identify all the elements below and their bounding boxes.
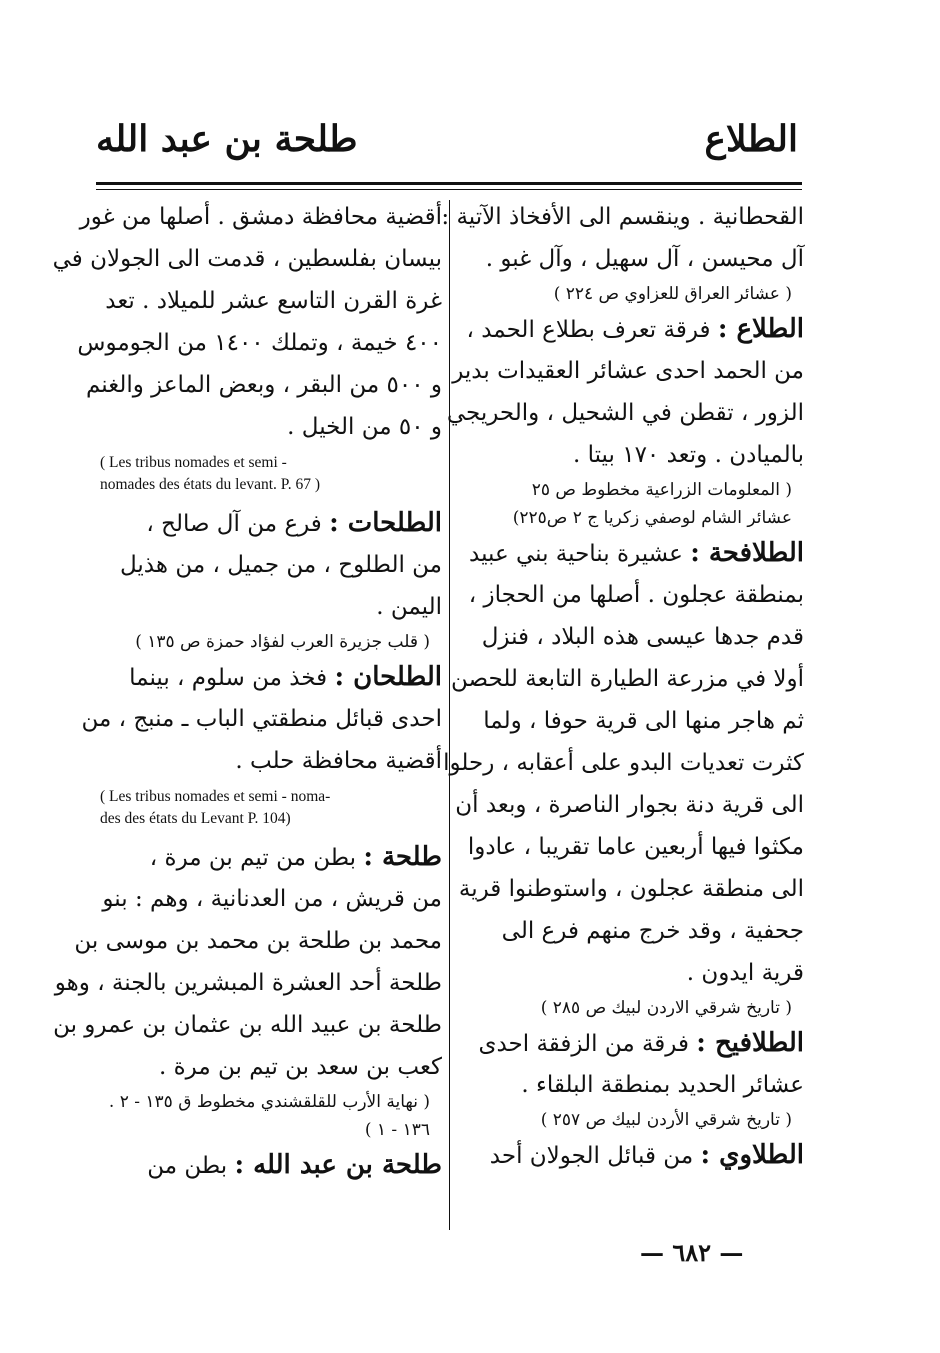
entry-text: بطن من [147,1153,228,1179]
text-line: قرية ايدون . [686,960,804,986]
text-line: الزور ، تقطن في الشحيل ، والحريجي [446,400,804,426]
text-line: جحفية ، وقد خرج منهم فرع الى [501,918,804,944]
entry-line [96,656,442,698]
entry-term: الطلحان : [334,662,442,692]
text-line: بالميادن . وتعد ١٧٠ بيتا . [572,442,804,468]
text-line: كعب بن سعد بن تيم بن مرة . [159,1054,442,1080]
text-line: مكثوا فيها أربعين عاما تقريبا ، عادوا [467,834,804,860]
entry-line [96,836,442,878]
text-line: القحطانية . وينقسم الى الأفخاذ الآتية : [441,204,804,230]
citation-line: nomades des états du levant. P. 67 ) [100,476,320,493]
reference-citation: ( قلب جزيرة العرب لفؤاد حمزة ص ١٣٥ ) [135,632,430,652]
column-divider [449,200,450,1230]
entry-text: فرقة تعرف بطلاع الحمد ، [466,317,711,343]
text-line: ثم هاجر منها الى قرية حوفا ، ولما [483,708,804,734]
text-line: محمد بن طلحة بن محمد بن موسى بن [74,928,442,954]
french-citation [96,782,442,836]
text-line: من قريش ، من العدنانية ، وهم : بنو [102,886,442,912]
reference-citation: ١٣٦ - ١ ) [364,1120,430,1140]
text-line: و ٥٠ من الخيل . [287,414,442,440]
reference-citation: ( نهاية الأرب للقلقشندي مخطوط ق ١٣٥ - ٢ . [108,1092,430,1112]
text-line: احدى قبائل منطقتي الباب ـ منبج ، من [81,706,442,732]
text-line: طلحة بن عبيد الله بن عثمان بن عمرو بن [53,1012,442,1038]
reference-citation: عشائر الشام لوصفي زكريا ج ٢ ص٢٢٥) [512,508,792,528]
text-line: قدم جدها عيسى هذه البلاد ، فنزل [481,624,804,650]
text-line: من الطلوح ، من جميل ، من هذيل [119,552,442,578]
running-header-right: الطلاع [704,118,798,160]
header-rule-thick [96,182,802,185]
entry-term: الطلاع : [717,314,804,344]
entry-line [460,1134,804,1176]
entry-text: بطن من تيم بن مرة ، [149,845,356,871]
text-line: بيسان بفلسطين ، قدمت الى الجولان في [52,246,442,272]
header-rule-thin [96,189,802,190]
entry-line [460,308,804,350]
text-line: غرة القرن التاسع عشر للميلاد . تعد [105,288,442,314]
entry-text: فرع من آل صالح ، [146,511,322,537]
entry-line [96,502,442,544]
citation-line: des des états du Levant P. 104) [100,810,291,827]
entry-line [460,532,804,574]
reference-citation: ( عشائر العراق للعزاوي ص ٢٢٤ ) [553,284,792,304]
text-line: بمنطقة عجلون . أصلها من الحجاز ، [468,582,804,608]
text-line: الى منطقة عجلون ، واستوطنوا قرية [458,876,804,902]
text-line: أولا في مزرعة الطيارة التابعة للحصن [451,666,804,692]
page-number: — ٦٨٢ — [640,1238,744,1267]
right-column [441,196,804,1176]
text-line: أقضية محافظة حلب . [235,748,442,774]
entry-term: طلحة بن عبد الله : [234,1150,442,1180]
entry-term: الطلحات : [329,508,442,538]
entry-line [96,1144,442,1186]
text-line: آل محيسن ، آل سهيل ، وآل غبو . [485,246,804,272]
entry-term: الطلاوي : [700,1140,804,1170]
text-line: و ٥٠٠ من البقر ، وبعض الماعز والغنم [85,372,442,398]
text-line: الى قرية دنة بجوار الناصرة ، وبعد أن [455,792,804,818]
entry-term: الطلافيح : [696,1028,804,1058]
text-line: اليمن . [376,594,442,620]
citation-line: ( Les tribus nomades et semi - noma- [100,788,331,805]
french-citation [96,448,442,502]
entry-term: الطلافحة : [690,538,804,568]
entry-term: طلحة : [363,842,442,872]
text-line: كثرت تعديات البدو على أعقابه ، رحلوا [443,750,804,776]
entry-text: فرقة من الزفقة احدى [478,1031,689,1057]
entry-text: عشيرة بناحية بني عبيد [469,541,683,567]
text-line: ٤٠٠ خيمة ، وتملك ١٤٠٠ من الجوموس [77,330,442,356]
entry-text: من قبائل الجولان أحد [489,1143,694,1169]
reference-citation: ( تاريخ شرقي الاردن لبيك ص ٢٨٥ ) [540,998,792,1018]
running-header-left: طلحة بن عبد الله [96,118,358,160]
text-line: من الحمد احدى عشائر العقيدات بدير [452,358,804,384]
reference-citation: ( المعلومات الزراعية مخطوط ص ٢٥ [531,480,792,500]
left-column [52,196,442,1186]
text-line: أقضية محافظة دمشق . أصلها من غور [79,204,442,230]
text-line: طلحة أحد العشرة المبشرين بالجنة ، وهو [54,970,442,996]
citation-line: ( Les tribus nomades et semi - [100,454,287,471]
text-line: عشائر الحديد بمنطقة البلقاء . [521,1072,804,1098]
entry-text: فخذ من سلوم ، بينما [129,665,328,691]
reference-citation: ( تاريخ شرقي الأردن لبيك ص ٢٥٧ ) [540,1110,792,1130]
entry-line [460,1022,804,1064]
